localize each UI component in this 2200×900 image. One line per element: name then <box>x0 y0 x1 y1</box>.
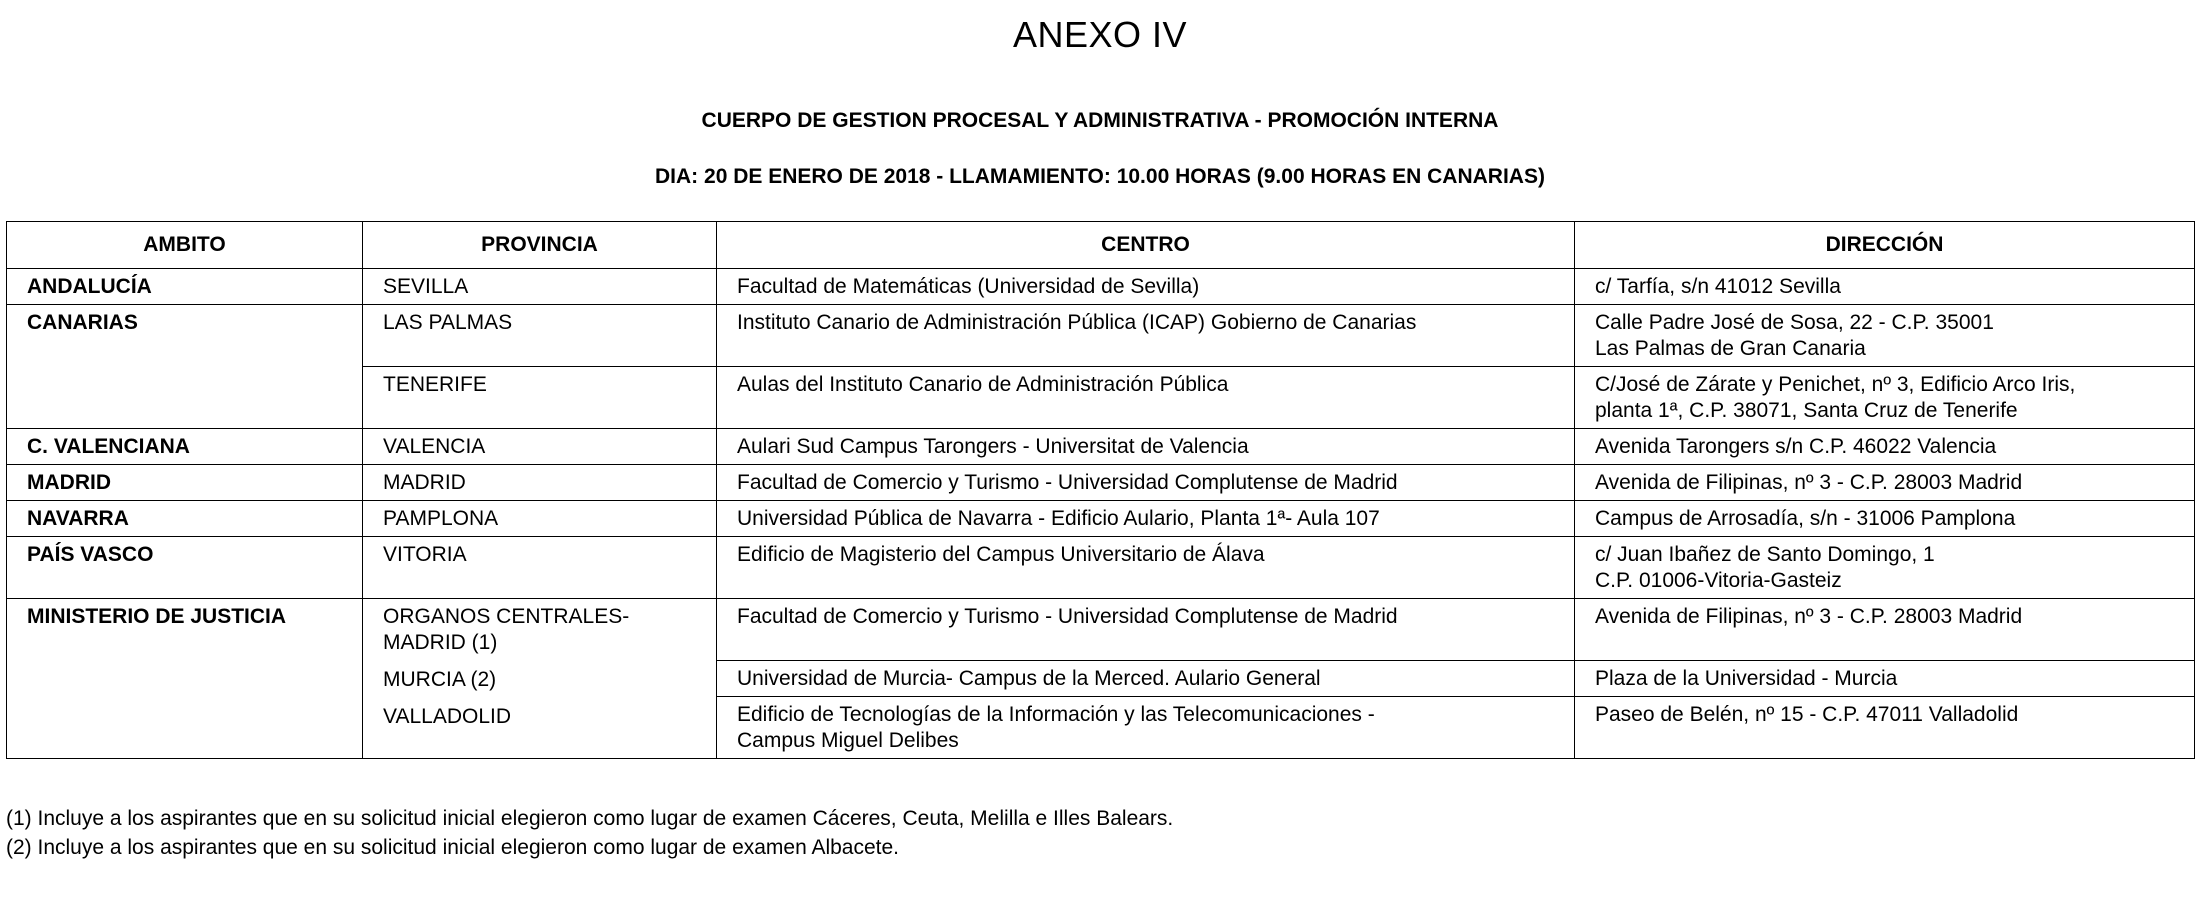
centro-line: Universidad de Murcia- Campus de la Merced. Aulario General <box>737 667 1321 690</box>
cell-centro: Facultad de Comercio y Turismo - Universidad Complutense de Madrid <box>717 465 1575 501</box>
table-row <box>7 501 2195 537</box>
cell-direccion <box>1575 661 2195 697</box>
direccion-line: Avenida Tarongers s/n C.P. 46022 Valencia <box>1595 435 1997 458</box>
cell-direccion <box>1575 269 2195 305</box>
date-call-line: DIA: 20 DE ENERO DE 2018 - LLAMAMIENTO: 10.00 HORAS (9.00 HORAS EN CANARIAS) <box>655 165 1545 188</box>
provincia-line: ORGANOS CENTRALES- <box>383 605 630 628</box>
cell-centro <box>717 599 1575 661</box>
cell-centro: Facultad de Matemáticas (Universidad de Sevilla) <box>717 269 1575 305</box>
column-header-direccion: DIRECCIÓN <box>1575 222 2195 269</box>
table-row <box>7 305 2195 367</box>
cell-direccion <box>1575 465 2195 501</box>
centro-line: Facultad de Comercio y Turismo - Universidad Complutense de Madrid <box>737 605 1398 628</box>
cell-ambito: C. VALENCIANA <box>7 429 363 465</box>
column-header-provincia: PROVINCIA <box>363 222 717 269</box>
table-header-row <box>7 222 2195 269</box>
centro-line: Campus Miguel Delibes <box>737 729 959 752</box>
direccion-line: Paseo de Belén, nº 15 - C.P. 47011 Valladolid <box>1595 703 2019 726</box>
cell-centro: Universidad Pública de Navarra - Edificio Aulario, Planta 1ª- Aula 107 <box>717 501 1575 537</box>
direccion-line: C.P. 01006-Vitoria-Gasteiz <box>1595 569 1842 592</box>
cell-direccion <box>1575 429 2195 465</box>
footnotes <box>6 804 1173 862</box>
table-row <box>7 537 2195 599</box>
cell-provincia: TENERIFE <box>363 367 717 429</box>
page-title: ANEXO IV <box>1012 14 1188 55</box>
direccion-line: c/ Tarfía, s/n 41012 Sevilla <box>1595 275 1841 298</box>
cell-direccion <box>1575 599 2195 661</box>
direccion-line: Plaza de la Universidad - Murcia <box>1595 667 1898 690</box>
cell-ambito: PAÍS VASCO <box>7 537 363 599</box>
footnote-1: (1) Incluye a los aspirantes que en su solicitud inicial elegieron como lugar de examen Cáceres, Ceuta, Melilla e Illes Balears. <box>6 807 1174 830</box>
cell-direccion <box>1575 697 2195 759</box>
cell-provincia: SEVILLA <box>363 269 717 305</box>
cell-centro <box>717 697 1575 759</box>
cell-ambito: MADRID <box>7 465 363 501</box>
cell-direccion <box>1575 501 2195 537</box>
cell-centro: Aulas del Instituto Canario de Administración Pública <box>717 367 1575 429</box>
cell-provincia <box>363 599 717 759</box>
cell-provincia: PAMPLONA <box>363 501 717 537</box>
column-header-centro: CENTRO <box>717 222 1575 269</box>
column-header-ambito: AMBITO <box>7 222 363 269</box>
table-row <box>7 599 2195 661</box>
provincia-line: MADRID (1) <box>383 631 498 654</box>
direccion-line: planta 1ª, C.P. 38071, Santa Cruz de Tenerife <box>1595 399 2018 422</box>
cell-provincia: MADRID <box>363 465 717 501</box>
page-subtitle: CUERPO DE GESTION PROCESAL Y ADMINISTRATIVA - PROMOCIÓN INTERNA <box>701 109 1499 132</box>
direccion-line: Calle Padre José de Sosa, 22 - C.P. 35001 <box>1595 311 1994 334</box>
direccion-line: c/ Juan Ibañez de Santo Domingo, 1 <box>1595 543 1935 566</box>
direccion-line: Avenida de Filipinas, nº 3 - C.P. 28003 Madrid <box>1595 471 2023 494</box>
cell-provincia: VALENCIA <box>363 429 717 465</box>
exam-centers-table <box>6 221 2195 759</box>
provincia-line: VALLADOLID <box>383 705 511 728</box>
cell-centro: Edificio de Magisterio del Campus Universitario de Álava <box>717 537 1575 599</box>
table-row <box>7 429 2195 465</box>
provincia-line: MURCIA (2) <box>383 668 497 691</box>
cell-provincia: VITORIA <box>363 537 717 599</box>
cell-ambito: NAVARRA <box>7 501 363 537</box>
footnote-2: (2) Incluye a los aspirantes que en su solicitud inicial elegieron como lugar de examen Albacete. <box>6 836 900 859</box>
direccion-line: Las Palmas de Gran Canaria <box>1595 337 1866 360</box>
table-row <box>7 269 2195 305</box>
direccion-line: Campus de Arrosadía, s/n - 31006 Pamplona <box>1595 507 2016 530</box>
cell-ambito: CANARIAS <box>7 305 363 429</box>
cell-centro: Aulari Sud Campus Tarongers - Universitat de Valencia <box>717 429 1575 465</box>
cell-centro <box>717 661 1575 697</box>
cell-direccion <box>1575 367 2195 429</box>
centro-line: Edificio de Tecnologías de la Información y las Telecomunicaciones - <box>737 703 1375 726</box>
cell-provincia: LAS PALMAS <box>363 305 717 367</box>
cell-ambito: MINISTERIO DE JUSTICIA <box>7 599 363 759</box>
cell-centro: Instituto Canario de Administración Pública (ICAP) Gobierno de Canarias <box>717 305 1575 367</box>
direccion-line: C/José de Zárate y Penichet, nº 3, Edificio Arco Iris, <box>1595 373 2076 396</box>
direccion-line: Avenida de Filipinas, nº 3 - C.P. 28003 Madrid <box>1595 605 2023 628</box>
cell-direccion <box>1575 537 2195 599</box>
cell-direccion <box>1575 305 2195 367</box>
cell-ambito: ANDALUCÍA <box>7 269 363 305</box>
table-row <box>7 465 2195 501</box>
